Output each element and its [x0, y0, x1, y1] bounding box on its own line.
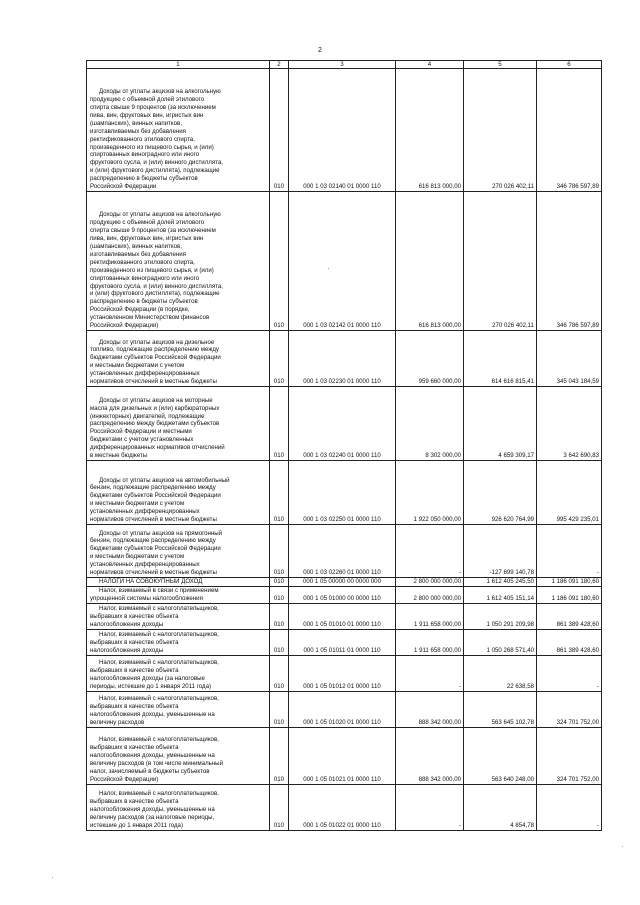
description-line: (инжекторных) двигателей, подлежащие: [90, 412, 205, 420]
description-line: Доходы от уплаты акцизов на моторные: [99, 396, 213, 404]
scan-speck: [622, 846, 623, 847]
table-row: [87, 784, 602, 830]
executed-amount: 270 026 402,11: [464, 69, 537, 192]
unexecuted-amount: 324 701 752,00: [537, 691, 602, 727]
description-line: ректификованного этилового спирта,: [90, 258, 195, 266]
description-line: Налог, взимаемый с налогоплательщиков,: [99, 790, 219, 798]
description-line: и (или) фруктового дистиллята), подлежащие: [90, 167, 220, 175]
executed-amount: 614 616 815,41: [464, 331, 537, 387]
line-code: 010: [270, 727, 289, 784]
description-line: нормативов отчислений в местные бюджеты: [90, 378, 217, 386]
table-row: [87, 603, 602, 629]
description-line: Налог, взимаемый с налогоплательщиков,: [99, 631, 219, 639]
budget-classification-code: 000 1 03 02260 01 0000 110: [289, 525, 396, 578]
line-code: 010: [270, 578, 289, 587]
income-report-table: [86, 60, 602, 831]
approved-amount: 616 813 000,00: [396, 192, 464, 331]
budget-classification-code: 000 1 03 02142 01 0000 110: [289, 192, 396, 331]
line-code: 010: [270, 192, 289, 331]
unexecuted-amount: -: [537, 655, 602, 691]
description-line: Российской Федерации: [90, 183, 157, 191]
row-description: [87, 525, 270, 578]
description-line: Российской Федерации): [90, 776, 159, 783]
description-line: произведенного из пищевого сырья, и (или): [90, 143, 214, 151]
approved-amount: 1 922 050 000,00: [396, 461, 464, 525]
approved-amount: -: [396, 525, 464, 578]
description-line: и (или) фруктового дистиллята), подлежащие: [90, 290, 220, 298]
description-line: выбравших в качестве объекта: [90, 613, 179, 621]
unexecuted-amount: 995 429 235,01: [537, 461, 602, 525]
table-row: [87, 578, 602, 587]
table-row: [87, 691, 602, 727]
row-description: [87, 784, 270, 830]
description-line: выбравших в качестве объекта: [90, 798, 179, 806]
description-line: бензин, подлежащие распределению между: [90, 537, 216, 545]
description-line: установленных дифференцированных: [90, 508, 200, 516]
budget-classification-code: 000 1 03 02140 01 0000 110: [289, 69, 396, 192]
description-line: и местными бюджетами с учетом: [90, 500, 185, 508]
description-line: топливо, подлежащие распределению между: [90, 346, 219, 354]
scan-speck: [328, 268, 329, 269]
unexecuted-amount: 324 701 752,00: [537, 727, 602, 784]
column-header: 1: [87, 61, 270, 69]
description-line: фруктового сусла, и (или) винного дистиллята,: [90, 159, 223, 167]
description-line: Налог, взимаемый с налогоплательщиков,: [99, 605, 219, 613]
description-line: изготавливаемых без добавления: [90, 127, 186, 135]
table-row: [87, 629, 602, 655]
line-code: 010: [270, 525, 289, 578]
column-header: 4: [396, 61, 464, 69]
description-line: Российской Федерации и местными: [90, 428, 192, 436]
description-line: распределению между бюджетами субъектов: [90, 420, 220, 428]
description-line: налогообложения доходы, уменьшенные на: [90, 752, 215, 760]
description-line: бюджетами субъектов Российской Федерации: [90, 492, 221, 500]
executed-amount: 1 612 405 151,14: [464, 586, 537, 603]
unexecuted-amount: 861 389 428,60: [537, 603, 602, 629]
description-line: величину расходов: [90, 719, 145, 726]
description-line: распределению в бюджеты субъектов: [90, 298, 198, 306]
description-line: истекшие до 1 января 2011 года): [90, 822, 183, 829]
description-line: выбравших в качестве объекта: [90, 744, 179, 752]
unexecuted-amount: -: [537, 784, 602, 830]
description-line: произведенного из пищевого сырья, и (или): [90, 266, 214, 274]
unexecuted-amount: 1 186 091 180,60: [537, 578, 602, 587]
approved-amount: 2 800 000 000,00: [396, 578, 464, 587]
unexecuted-amount: 1 186 091 180,60: [537, 586, 602, 603]
scan-speck: [52, 877, 53, 878]
description-line: выбравших в качестве объекта: [90, 639, 179, 647]
budget-classification-code: 000 1 05 01020 01 0000 110: [289, 691, 396, 727]
description-line: фруктового сусла, и (или) винного дистиллята,: [90, 282, 223, 290]
row-description: [87, 69, 270, 192]
description-line: налогообложения доходы, уменьшенные на: [90, 711, 215, 719]
description-line: пива, вин, фруктовых вин, игристых вин: [90, 235, 204, 243]
description-line: установленном Министерством финансов: [90, 314, 210, 322]
table-row: [87, 69, 602, 192]
unexecuted-amount: 861 389 428,60: [537, 629, 602, 655]
description-line: изготавливаемых без добавления: [90, 250, 186, 258]
description-line: налогообложения доходы (за налоговые: [90, 675, 205, 683]
approved-amount: 888 342 000,00: [396, 691, 464, 727]
description-line: и местными бюджетами с учетом: [90, 362, 185, 370]
description-line: установленных дифференцированных: [90, 370, 200, 378]
approved-amount: 1 911 658 000,00: [396, 629, 464, 655]
line-code: 010: [270, 586, 289, 603]
table-row: [87, 387, 602, 461]
description-line: НАЛОГИ НА СОВОКУПНЫЙ ДОХОД: [99, 578, 203, 585]
row-description: [87, 691, 270, 727]
description-line: Налог, взимаемый с налогоплательщиков,: [99, 659, 219, 667]
description-line: ректификованного этилового спирта,: [90, 135, 195, 143]
description-line: Доходы от уплаты акцизов на алкогольную: [99, 88, 221, 96]
description-line: продукцию с объемной долей этилового: [90, 96, 205, 104]
row-description: [87, 586, 270, 603]
approved-amount: 8 302 000,00: [396, 387, 464, 461]
description-line: выбравших в качестве объекта: [90, 703, 179, 711]
row-description: [87, 387, 270, 461]
description-line: спиртованных виноградного или иного: [90, 151, 200, 159]
description-line: спиртованных виноградного или иного: [90, 274, 200, 282]
description-line: распределению в бюджеты субъектов: [90, 175, 198, 183]
description-line: установленных дифференцированных: [90, 561, 200, 569]
description-line: упрощенной системы налогообложения: [90, 595, 203, 602]
description-line: Российской Федерации (в порядке,: [90, 306, 190, 314]
description-line: в местные бюджеты: [90, 452, 148, 460]
description-line: Российской Федерации): [90, 322, 159, 330]
budget-classification-code: 000 1 05 01000 00 0000 110: [289, 586, 396, 603]
description-line: и местными бюджетами с учетом: [90, 553, 185, 561]
budget-classification-code: 000 1 05 01010 01 0000 110: [289, 603, 396, 629]
executed-amount: 1 050 291 209,98: [464, 603, 537, 629]
description-line: налог, зачисляемый в бюджеты субъектов: [90, 768, 210, 776]
line-code: 010: [270, 655, 289, 691]
unexecuted-amount: 346 786 597,89: [537, 192, 602, 331]
approved-amount: 616 813 000,00: [396, 69, 464, 192]
description-line: бюджетами субъектов Российской Федерации: [90, 354, 221, 362]
executed-amount: 563 645 102,78: [464, 691, 537, 727]
description-line: Доходы от уплаты акцизов на автомобильный: [99, 476, 230, 484]
table-row: [87, 655, 602, 691]
executed-amount: -127 699 140,78: [464, 525, 537, 578]
column-number-row: [87, 61, 602, 69]
description-line: бензин, подлежащие распределению между: [90, 484, 216, 492]
line-code: 010: [270, 629, 289, 655]
approved-amount: -: [396, 655, 464, 691]
budget-classification-code: 000 1 05 01012 01 0000 110: [289, 655, 396, 691]
approved-amount: 2 800 000 000,00: [396, 586, 464, 603]
description-line: налогообложения доходы: [90, 621, 164, 628]
description-line: дифференцированных нормативов отчислений: [90, 444, 225, 452]
executed-amount: 1 612 405 245,50: [464, 578, 537, 587]
description-line: спирта свыше 9 процентов (за исключением: [90, 227, 216, 235]
description-line: (шампанских), винных напитков,: [90, 119, 182, 127]
executed-amount: 270 026 402,11: [464, 192, 537, 331]
description-line: Доходы от уплаты акцизов на дизельное: [99, 338, 215, 346]
budget-classification-code: 000 1 03 02240 01 0000 110: [289, 387, 396, 461]
budget-classification-code: 000 1 05 01022 01 0000 110: [289, 784, 396, 830]
description-line: выбравших в качестве объекта: [90, 667, 179, 675]
description-line: спирта свыше 9 процентов (за исключением: [90, 104, 216, 112]
budget-classification-code: 000 1 03 02230 01 0000 110: [289, 331, 396, 387]
executed-amount: 1 050 268 571,40: [464, 629, 537, 655]
budget-classification-code: 000 1 05 01021 01 0000 110: [289, 727, 396, 784]
table-row: [87, 461, 602, 525]
table-row: [87, 525, 602, 578]
description-line: бюджетами субъектов Российской Федерации: [90, 545, 221, 553]
description-line: нормативов отчислений в местные бюджеты: [90, 516, 217, 524]
line-code: 010: [270, 461, 289, 525]
row-description: [87, 603, 270, 629]
row-description: [87, 331, 270, 387]
unexecuted-amount: 3 642 690,83: [537, 387, 602, 461]
description-line: Налог, взимаемый в связи с применением: [99, 587, 219, 595]
unexecuted-amount: 345 043 184,59: [537, 331, 602, 387]
row-description: [87, 727, 270, 784]
table-row: [87, 727, 602, 784]
table-row: [87, 331, 602, 387]
description-line: нормативов отчислений в местные бюджеты: [90, 569, 217, 577]
description-line: пива, вин, фруктовых вин, игристых вин: [90, 111, 204, 119]
budget-classification-code: 000 1 03 02250 01 0000 110: [289, 461, 396, 525]
line-code: 010: [270, 69, 289, 192]
executed-amount: 4 659 309,17: [464, 387, 537, 461]
description-line: налогообложения доходы: [90, 647, 164, 654]
budget-classification-code: 000 1 05 01011 01 0000 110: [289, 629, 396, 655]
line-code: 010: [270, 603, 289, 629]
row-description: [87, 461, 270, 525]
row-description: [87, 629, 270, 655]
description-line: Доходы от уплаты акцизов на прямогонный: [99, 529, 223, 537]
approved-amount: 1 911 658 000,00: [396, 603, 464, 629]
column-header: 2: [270, 61, 289, 69]
description-line: налогообложения доходы, уменьшенные на: [90, 806, 215, 814]
row-description: [87, 578, 270, 587]
table-row: [87, 192, 602, 331]
description-line: продукцию с объемной долей этилового: [90, 219, 205, 227]
row-description: [87, 655, 270, 691]
unexecuted-amount: 346 786 597,89: [537, 69, 602, 192]
approved-amount: 959 660 000,00: [396, 331, 464, 387]
line-code: 010: [270, 387, 289, 461]
line-code: 010: [270, 784, 289, 830]
line-code: 010: [270, 691, 289, 727]
executed-amount: 926 620 764,99: [464, 461, 537, 525]
description-line: величину расходов (за налоговые периоды,: [90, 814, 215, 822]
description-line: Доходы от уплаты акцизов на алкогольную: [99, 211, 221, 219]
executed-amount: 22 638,58: [464, 655, 537, 691]
table-row: [87, 586, 602, 603]
approved-amount: 888 342 000,00: [396, 727, 464, 784]
executed-amount: 4 854,78: [464, 784, 537, 830]
executed-amount: 563 640 248,00: [464, 727, 537, 784]
description-line: величину расходов (в том числе минимальный: [90, 760, 223, 768]
description-line: Налог, взимаемый с налогоплательщиков,: [99, 695, 219, 703]
row-description: [87, 192, 270, 331]
line-code: 010: [270, 331, 289, 387]
column-header: 3: [289, 61, 396, 69]
budget-classification-code: 000 1 05 00000 00 0000 000: [289, 578, 396, 587]
page-number: 2: [318, 47, 322, 54]
column-header: 5: [464, 61, 537, 69]
description-line: масла для дизельных и (или) карбюраторных: [90, 404, 220, 412]
description-line: периоды, истекшие до 1 января 2011 года): [90, 683, 212, 690]
description-line: Налог, взимаемый с налогоплательщиков,: [99, 736, 219, 744]
unexecuted-amount: -: [537, 525, 602, 578]
approved-amount: -: [396, 784, 464, 830]
description-line: (шампанских), винных напитков,: [90, 243, 182, 251]
column-header: 6: [537, 61, 602, 69]
description-line: бюджетами с учетом установленных: [90, 436, 194, 444]
